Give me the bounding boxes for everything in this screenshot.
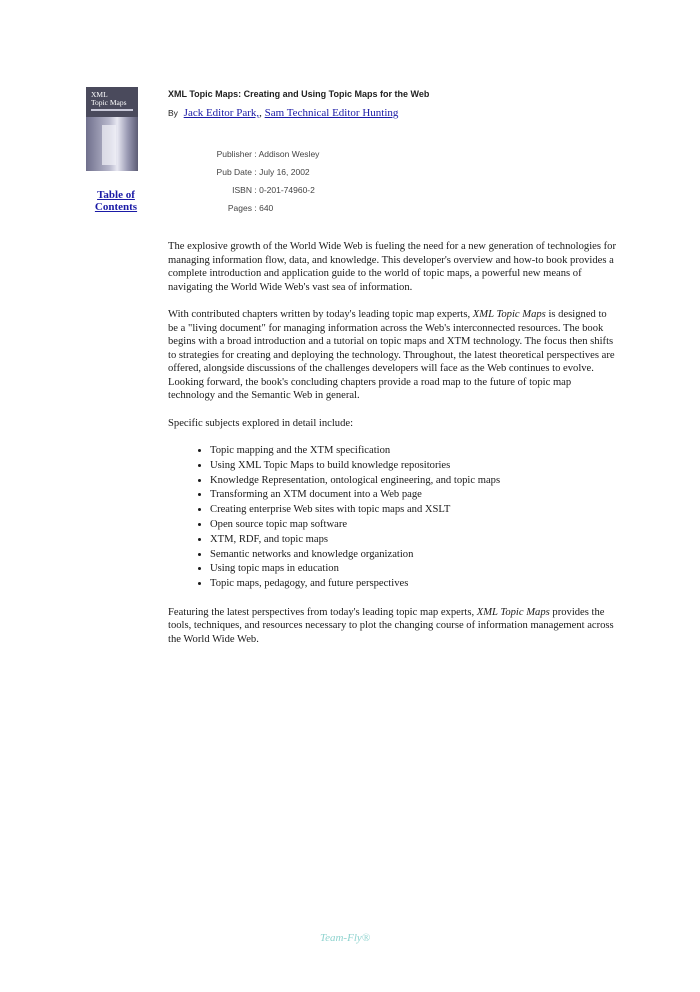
book-metadata [200, 145, 319, 217]
meta-pages: Pages : 640 [200, 199, 319, 217]
meta-value: 640 [259, 203, 274, 213]
author-link-1[interactable]: Jack Editor Park, [183, 107, 260, 119]
meta-label: Pub Date [216, 167, 252, 177]
meta-label: Publisher [216, 149, 252, 159]
paragraph-text: With contributed chapters written by today's leading topic map experts, [168, 309, 473, 320]
team-fly-watermark: Team-Fly® [320, 932, 371, 944]
paragraph-text: is designed to be a "living document" for managing information across the Web's interconnected resources. The book begins with a broad introduction and a tutorial on topic maps and XTM technology. The focus then shifts to strategies for creating and deploying the technology. Throughout, the latest theoretical perspectives are offered, alongside discussions of the challenges developers will face as the Web continues to evolve. Looking forward, the book's concluding chapters provide a road map to the future of topic map technology and the Semantic Web in general. [168, 309, 615, 401]
list-item: • Knowledge Representation, ontological engineering, and topic maps [210, 474, 618, 489]
author-link-2[interactable]: Sam Technical Editor Hunting [264, 107, 399, 119]
book-title-emphasis: XML Topic Maps [472, 309, 546, 320]
byline [168, 107, 398, 119]
toc-label-line2: Contents [94, 201, 138, 213]
subjects-list [168, 444, 618, 592]
meta-value: Addison Wesley [258, 149, 320, 159]
meta-label: ISBN [232, 185, 252, 195]
list-item: • Using topic maps in education [210, 562, 618, 577]
author-separator: , [259, 107, 262, 119]
list-item: • Semantic networks and knowledge organization [210, 548, 618, 563]
meta-pub-date: Pub Date : July 16, 2002 [200, 163, 319, 181]
meta-isbn: ISBN : 0-201-74960-2 [200, 181, 319, 199]
list-item: • Topic maps, pedagogy, and future perspectives [210, 577, 618, 592]
meta-value: July 16, 2002 [259, 167, 310, 177]
cover-title [91, 91, 135, 107]
description-paragraph-4 [168, 606, 618, 647]
book-title: XML Topic Maps: Creating and Using Topic Maps for the Web [168, 89, 430, 99]
list-item: • XTM, RDF, and topic maps [210, 533, 618, 548]
meta-value: 0-201-74960-2 [259, 185, 315, 195]
list-item: • Transforming an XTM document into a Web page [210, 488, 618, 503]
description-paragraph-2 [168, 308, 618, 403]
book-cover-image [86, 87, 138, 171]
book-title-emphasis: XML Topic Maps [476, 606, 550, 618]
cover-title-line2: Topic Maps [91, 98, 127, 107]
by-label: By [168, 108, 178, 118]
cover-subtitle-rule [91, 109, 133, 111]
subjects-intro: Specific subjects explored in detail include: [168, 417, 354, 429]
toc-label-line1: Table of [97, 189, 135, 201]
cover-art [86, 117, 138, 171]
cover-title-line1: XML [91, 90, 108, 99]
list-item: • Using XML Topic Maps to build knowledge repositories [210, 459, 618, 474]
paragraph-text: Featuring the latest perspectives from today's leading topic map experts, [168, 606, 477, 618]
meta-publisher: Publisher : Addison Wesley [200, 145, 319, 163]
list-item: • Topic mapping and the XTM specification [210, 444, 618, 459]
book-description [168, 240, 618, 660]
paragraph-text: provides the tools, techniques, and resources necessary to plot the changing course of information management across the World Wide Web. [168, 606, 614, 645]
description-paragraph-1: The explosive growth of the World Wide Web is fueling the need for a new generation of technologies for managing information flow, data, and knowledge. This developer's overview and how-to book provides a complete introduction and application guide to the world of topic maps, a powerful new means of navigating the World Wide Web's vast sea of information. [168, 241, 616, 293]
meta-label: Pages [227, 203, 252, 213]
list-item: • Creating enterprise Web sites with topic maps and XSLT [210, 503, 618, 518]
table-of-contents-link[interactable] [86, 189, 146, 213]
list-item: • Open source topic map software [210, 518, 618, 533]
